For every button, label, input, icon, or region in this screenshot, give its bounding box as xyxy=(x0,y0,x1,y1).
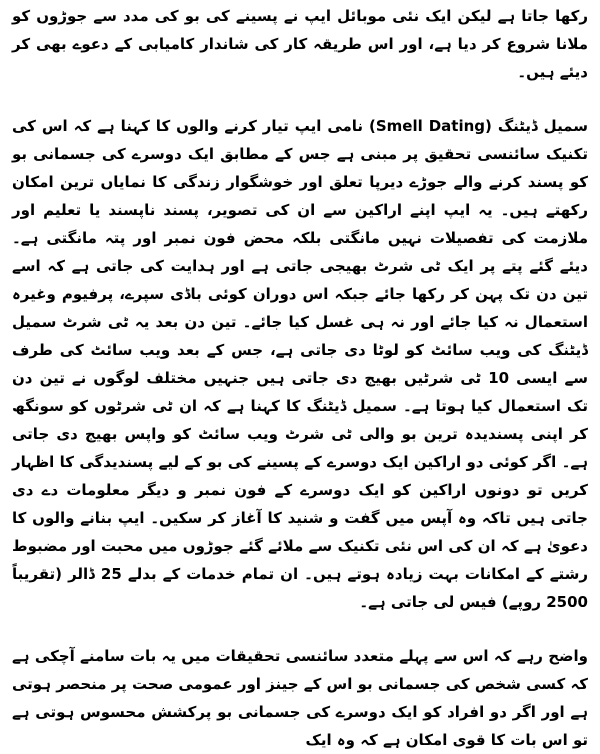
article-paragraph-app-details: سمیل ڈیٹنگ (Smell Dating) نامی ایپ تیار کرنے والوں کا کہنا ہے کہ اس کی تکنیک سائنسی تحقیق پر مبنی ہے جس کے مطابق ایک دوسرے کی جسمانی بو کو پسند کرنے والے جوڑے دیرپا تعلق اور خوشگوار زندگی کا نمایاں ترین امکان رکھتے ہیں۔ یہ ایپ اپنے اراکین سے ان کی تصویر، پسند ناپسند یا تعلیم اور ملازمت کی تفصیلات نہیں مانگتی بلکہ محض فون نمبر اور پتہ مانگتی ہے۔ دیئے گئے پتے پر ایک ٹی شرٹ بھیجی جاتی ہے اور ہدایت کی جاتی ہے کہ اسے تین دن تک پہن کر رکھا جائے جبکہ اس دوران کوئی باڈی سپرے، پرفیوم وغیرہ استعمال نہ کیا جائے اور نہ ہی غسل کیا جائے۔ تین دن بعد یہ ٹی شرٹ سمیل ڈیٹنگ کی ویب سائٹ کو لوٹا دی جاتی ہے، جس کے بعد ویب سائٹ کی طرف سے ایسی 10 ٹی شرٹیں بھیج دی جاتی ہیں جنہیں مختلف لوگوں نے تین دن تک استعمال کیا ہوتا ہے۔ سمیل ڈیٹنگ کا کہنا ہے کہ ان ٹی شرٹوں کو سونگھ کر اپنی پسندیدہ ترین بو والی ٹی شرٹ ویب سائٹ کو واپس بھیج دی جاتی ہے۔ اگر کوئی دو اراکین ایک دوسرے کے پسینے کی بو کے لیے پسندیدگی کا اظہار کریں تو دونوں اراکین کو ایک دوسرے کے فون نمبر و دیگر معلومات دے دی جاتی ہیں تاکہ وہ آپس میں گفت و شنید کا آغاز کر سکیں۔ ایپ بنانے والوں کا دعویٰ ہے کہ ان کی اس نئی تکنیک سے ملائے گئے جوڑوں میں محبت اور مضبوط رشتے کے امکانات بہت زیادہ ہوتے ہیں۔ ان تمام خدمات کے بدلے 25 ڈالر (تقریباً 2500 روپے) فیس لی جاتی ہے۔ xyxy=(12,117,588,611)
article-paragraph-intro: رکھا جاتا ہے لیکن ایک نئی موبائل ایپ نے پسینے کی بو کی مدد سے جوڑوں کو ملانا شروع کر دیا ہے، اور اس طریقہ کار کی شاندار کامیابی کے دعوے بھی کر دیئے ہیں۔ xyxy=(12,7,588,81)
article-paragraph-research: واضح رہے کہ اس سے پہلے متعدد سائنسی تحقیقات میں یہ بات سامنے آچکی ہے کہ کسی شخص کی جسمانی بو اس کے جینز اور عمومی صحت پر منحصر ہوتی ہے اور اگر دو افراد کو ایک دوسرے کی جسمانی بو پرکشش محسوس ہوتی ہے تو اس بات کا قوی امکان ہے کہ وہ ایک xyxy=(12,647,588,749)
